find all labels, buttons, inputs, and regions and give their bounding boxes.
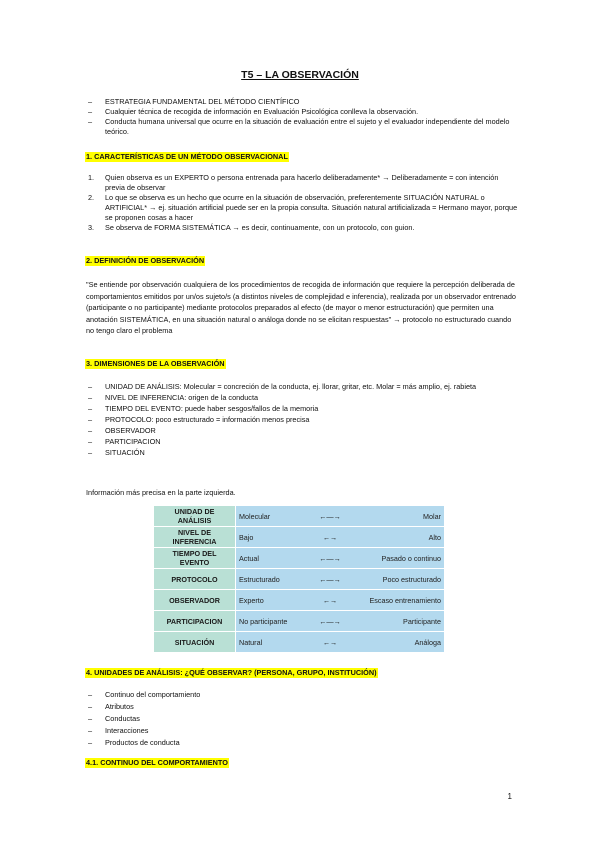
dash-bullet: – xyxy=(88,97,93,106)
list-item: – TIEMPO DEL EVENTO: puede haber sesgos/fallos de la memoria xyxy=(88,404,319,413)
section-3-heading: 3. DIMENSIONES DE LA OBSERVACIÓN xyxy=(86,359,225,368)
double-arrow-icon: ←→ xyxy=(312,632,348,653)
left-value: No participante xyxy=(236,611,313,632)
dash-bullet: – xyxy=(88,702,93,711)
double-arrow-icon: ←→ xyxy=(312,527,348,548)
list-item: – Productos de conducta xyxy=(88,738,180,747)
dimensions-table xyxy=(154,506,444,652)
list-item: – SITUACIÓN xyxy=(88,448,145,457)
list-item: – OBSERVADOR xyxy=(88,426,156,435)
table-row xyxy=(154,506,444,527)
intro-list xyxy=(88,97,518,137)
row-label: PROTOCOLO xyxy=(154,569,236,590)
dash-bullet: – xyxy=(88,404,93,413)
right-value: Alto xyxy=(348,527,444,548)
table-row xyxy=(154,590,444,611)
page-number: 1 xyxy=(507,792,512,801)
dash-bullet: – xyxy=(88,714,93,723)
list-item: – PROTOCOLO: poco estructurado = información menos precisa xyxy=(88,415,310,424)
list-item: – Conductas xyxy=(88,714,140,723)
row-label: OBSERVADOR xyxy=(154,590,236,611)
dash-bullet: – xyxy=(88,393,93,402)
double-arrow-icon: ←—→ xyxy=(312,611,348,632)
list-item: – Cualquier técnica de recogida de información en Evaluación Psicológica conlleva la observación. xyxy=(88,107,419,116)
dash-bullet: – xyxy=(88,448,93,457)
table-row xyxy=(154,611,444,632)
double-arrow-icon: ←→ xyxy=(312,590,348,611)
list-item: – Conducta humana universal que ocurre en la situación de evaluación entre el sujeto y el evaluador independiente del modelo teórico. xyxy=(88,117,510,136)
left-value: Bajo xyxy=(236,527,313,548)
list-item: – ESTRATEGIA FUNDAMENTAL DEL MÉTODO CIENTÍFICO xyxy=(88,97,300,106)
dash-bullet: – xyxy=(88,738,93,747)
row-label: NIVEL DE INFERENCIA xyxy=(154,527,236,548)
left-value: Natural xyxy=(236,632,313,653)
table-row xyxy=(154,527,444,548)
dash-bullet: – xyxy=(88,117,93,126)
section-4-1-heading: 4.1. CONTINUO DEL COMPORTAMIENTO xyxy=(86,758,228,767)
list-item: – NIVEL DE INFERENCIA: origen de la conducta xyxy=(88,393,259,402)
right-value: Escaso entrenamiento xyxy=(348,590,444,611)
dash-bullet: – xyxy=(88,426,93,435)
left-value: Estructurado xyxy=(236,569,313,590)
list-item: – UNIDAD DE ANÁLISIS: Molecular = concreción de la conducta, ej. llorar, gritar, etc. Molar = más amplio, ej. rabieta xyxy=(88,382,477,391)
list-item: 1. Quien observa es un EXPERTO o persona entrenada para hacerlo deliberadamente* → Deliberadamente = con intención previa de observar xyxy=(88,173,499,192)
list-item: – Continuo del comportamiento xyxy=(88,690,201,699)
double-arrow-icon: ←—→ xyxy=(312,569,348,590)
dash-bullet: – xyxy=(88,382,93,391)
right-value: Participante xyxy=(348,611,444,632)
right-value: Pasado o continuo xyxy=(348,548,444,569)
dash-bullet: – xyxy=(88,415,93,424)
list-item: – PARTICIPACION xyxy=(88,437,161,446)
row-label: UNIDAD DE ANÁLISIS xyxy=(154,506,236,527)
right-value: Poco estructurado xyxy=(348,569,444,590)
left-value: Molecular xyxy=(236,506,313,527)
left-value: Experto xyxy=(236,590,313,611)
list-item: 2. Lo que se observa es un hecho que ocurre en la situación de observación, preferentemente SITUACIÓN NATURAL o ARTIFICIAL* → ej. situación artificial puede ser en la propia consulta. Situación natural artificializada = Hermano mayor, porque se proponen cosas a hacer xyxy=(88,193,518,222)
left-value: Actual xyxy=(236,548,313,569)
section-4-list xyxy=(88,689,518,749)
dash-bullet: – xyxy=(88,690,93,699)
table-row xyxy=(154,632,444,653)
section-2-heading: 2. DEFINICIÓN DE OBSERVACIÓN xyxy=(86,256,205,265)
double-arrow-icon: ←—→ xyxy=(312,506,348,527)
section-1-list xyxy=(88,173,518,233)
section-1-heading: 1. CARACTERÍSTICAS DE UN MÉTODO OBSERVACIONAL xyxy=(86,152,288,161)
list-item: – Interacciones xyxy=(88,726,149,735)
table-note: Información más precisa en la parte izquierda. xyxy=(86,488,236,497)
dash-bullet: – xyxy=(88,726,93,735)
list-item: 3. Se observa de FORMA SISTEMÁTICA → es decir, continuamente, con un protocolo, con guion. xyxy=(88,223,415,232)
dash-bullet: – xyxy=(88,107,93,116)
table-row xyxy=(154,569,444,590)
row-label: TIEMPO DEL EVENTO xyxy=(154,548,236,569)
table-row xyxy=(154,548,444,569)
row-label: SITUACIÓN xyxy=(154,632,236,653)
right-value: Molar xyxy=(348,506,444,527)
double-arrow-icon: ←—→ xyxy=(312,548,348,569)
section-4-heading: 4. UNIDADES DE ANÁLISIS: ¿QUÉ OBSERVAR? (PERSONA, GRUPO, INSTITUCIÓN) xyxy=(86,668,377,677)
right-value: Análoga xyxy=(348,632,444,653)
section-3-list xyxy=(88,381,518,458)
list-item: – Atributos xyxy=(88,702,134,711)
definition-paragraph: "Se entiende por observación cualquiera de los procedimientos de recogida de información que requiere la percepción deliberada de comportamientos emitidos por un/os sujeto/s (a distintos niveles de complejidad e inferencia), realizada por un observador entrenado (participante o no participante) mediante protocolos preparados al efecto (de mayor o menor estructuración) que permiten una anotación SISTEMÁTICA, en una situación natural o análoga donde no se elicitan respuestas" → protocolo no estructurado cuando no tengo claro el problema xyxy=(86,280,516,335)
row-label: PARTICIPACION xyxy=(154,611,236,632)
dash-bullet: – xyxy=(88,437,93,446)
page-title: T5 – LA OBSERVACIÓN xyxy=(241,69,359,81)
